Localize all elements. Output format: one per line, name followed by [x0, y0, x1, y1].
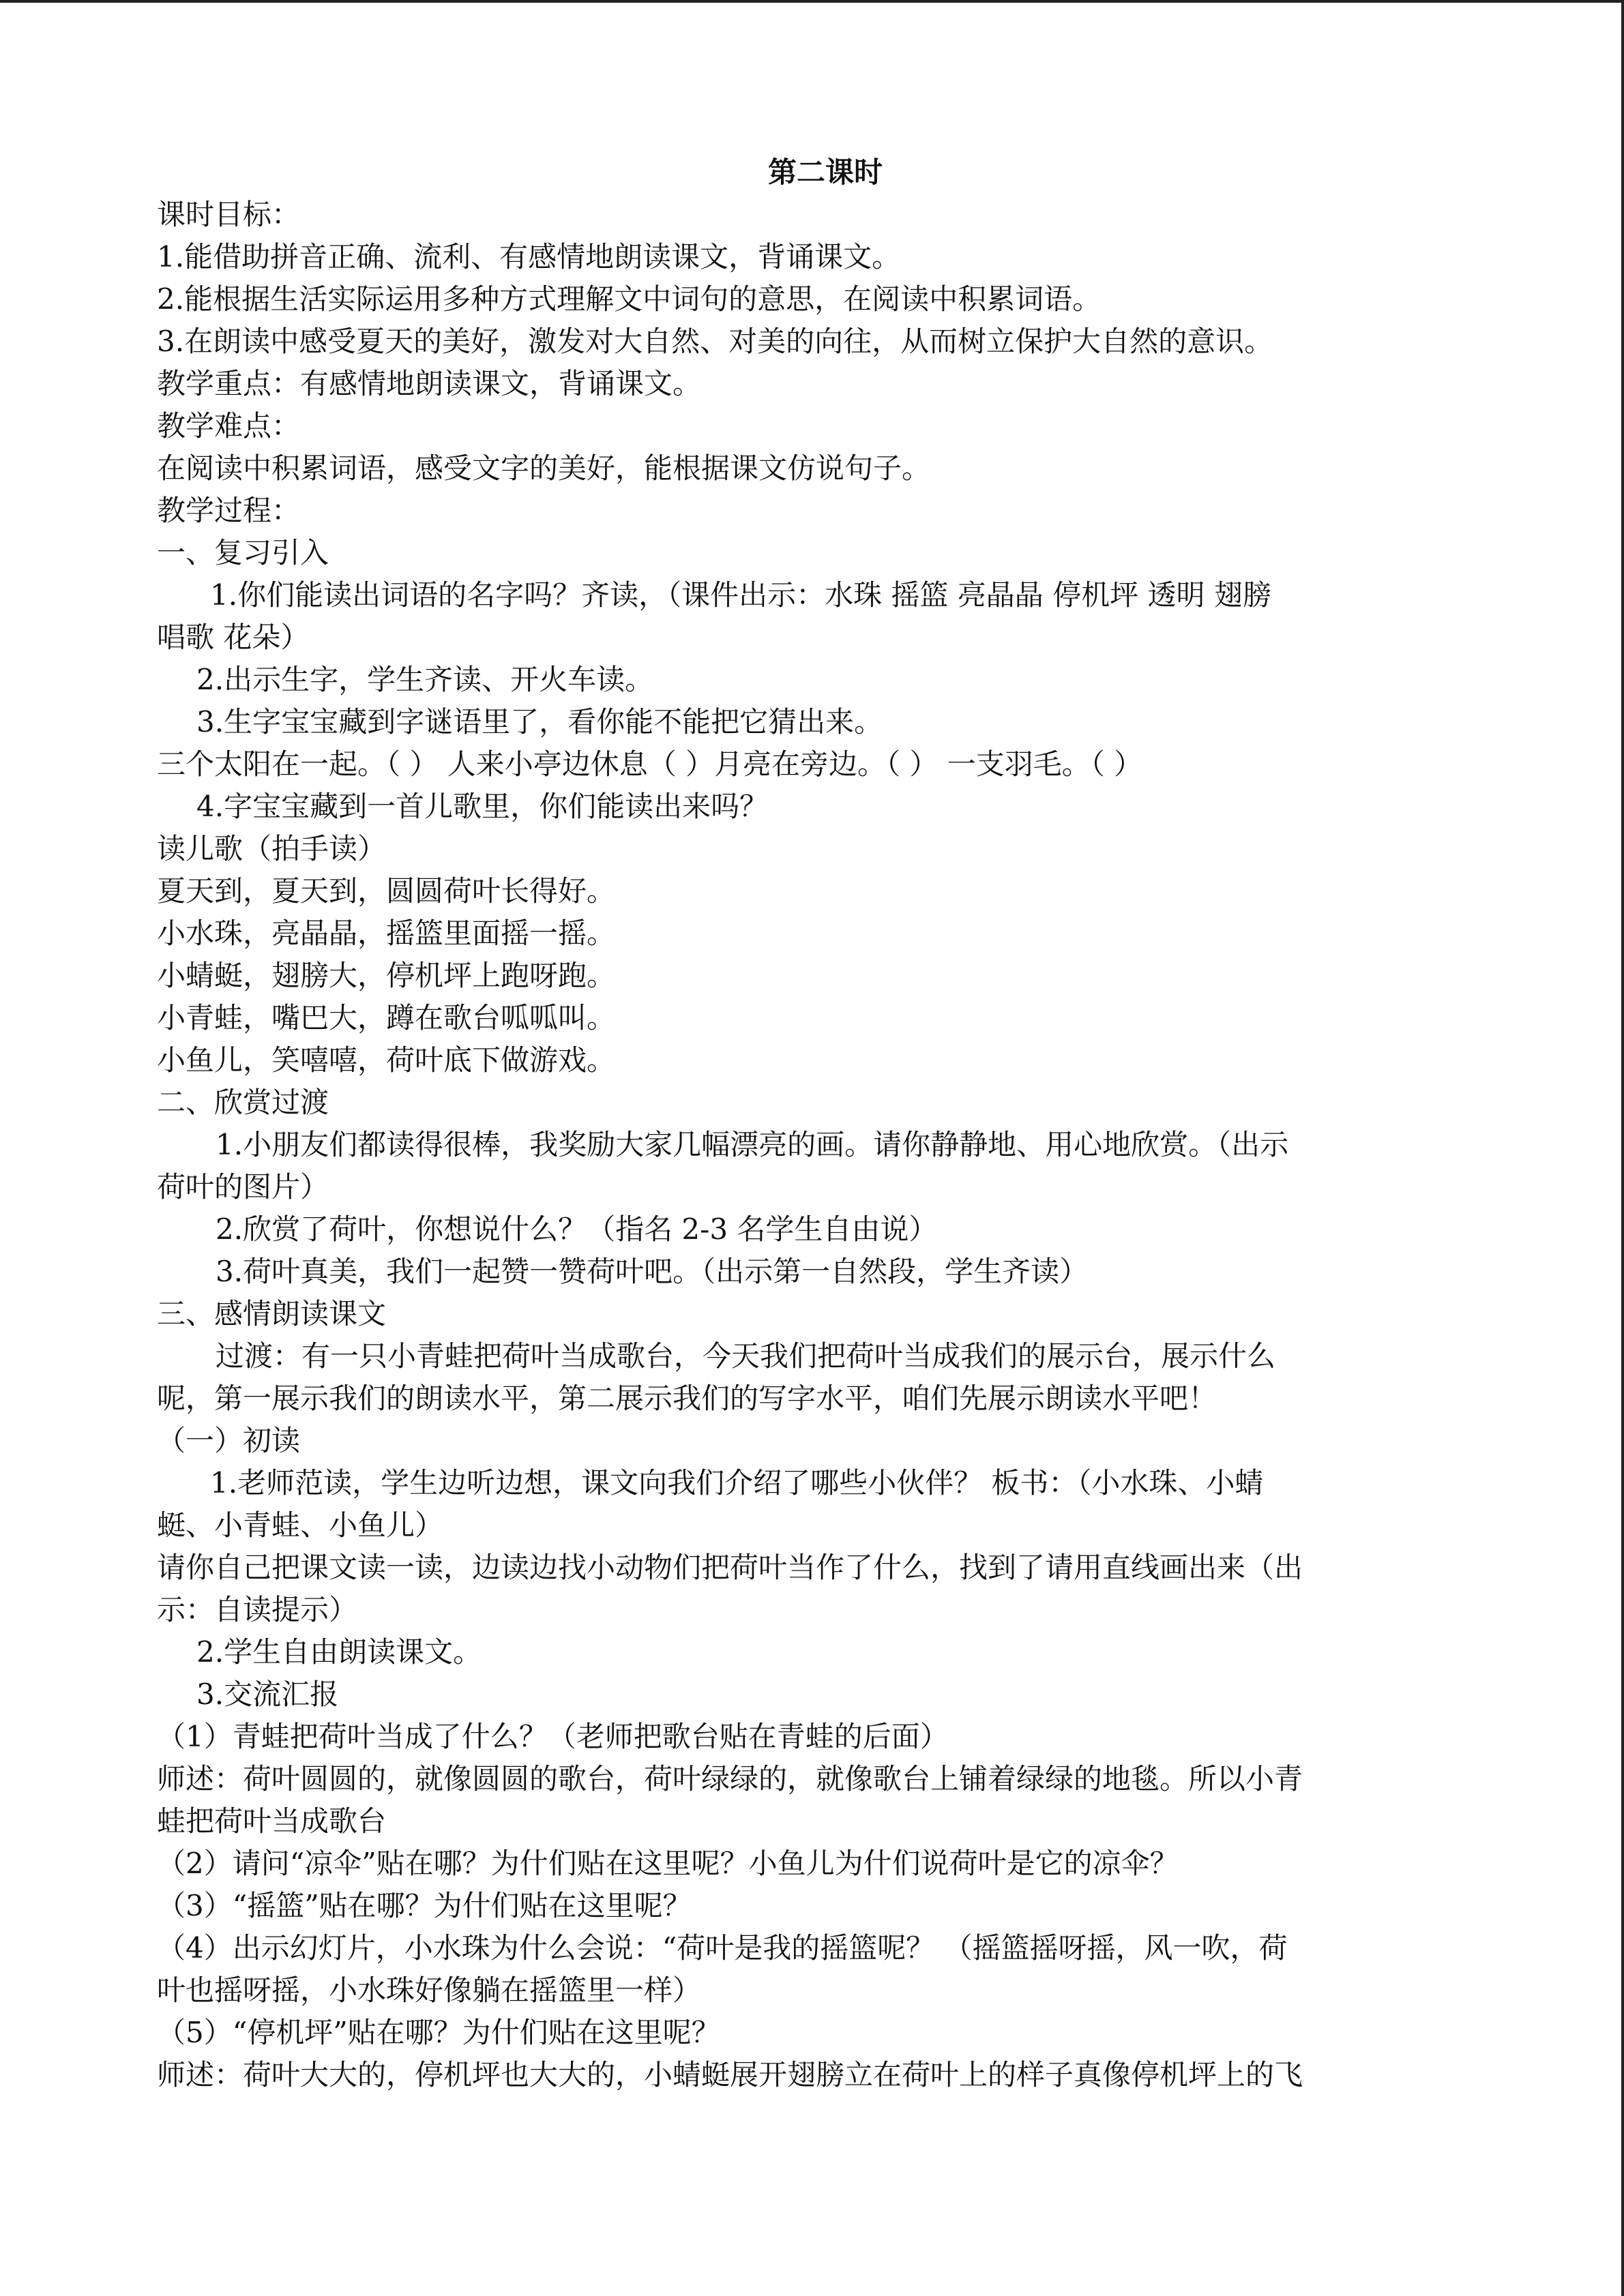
text-line: 3.荷叶真美，我们一起赞一赞荷叶吧。（出示第一自然段，学生齐读） [216, 1255, 1089, 1288]
text-line: 课时目标： [157, 198, 301, 231]
text-line: 3.交流汇报 [196, 1678, 339, 1711]
text-line: 1.能借助拼音正确、流利、有感情地朗读课文，背诵课文。 [157, 240, 901, 273]
text-line: （3）“摇篮”贴在哪？为什们贴在这里呢？ [157, 1889, 692, 1922]
text-line: 荷叶的图片） [157, 1170, 329, 1204]
text-line: 4.字宝宝藏到一首儿歌里，你们能读出来吗？ [196, 790, 769, 823]
text-line: 夏天到，夏天到，圆圆荷叶长得好。 [157, 874, 616, 908]
text-line: 二、欣赏过渡 [157, 1086, 329, 1119]
text-line: 1.老师范读，学生边听边想，课文向我们介绍了哪些小伙伴？ 板书：（小水珠、小蜻 [210, 1466, 1264, 1500]
text-line: 2.学生自由朗读课文。 [196, 1635, 482, 1669]
text-line: 小蜻蜓，翅膀大，停机坪上跑呀跑。 [157, 959, 616, 992]
text-line: 1.你们能读出词语的名字吗？齐读，（课件出示：水珠 摇篮 亮晶晶 停机坪 透明 翅膀 [210, 578, 1271, 612]
text-line: 教学难点： [157, 409, 301, 443]
text-line: 小青蛙，嘴巴大，蹲在歌台呱呱叫。 [157, 1001, 616, 1034]
text-line: （2）请问“凉伞”贴在哪？为什们贴在这里呢？小鱼儿为什们说荷叶是它的凉伞？ [157, 1847, 1179, 1880]
text-line: （4）出示幻灯片，小水珠为什么会说：“荷叶是我的摇篮呢？ （摇篮摇呀摇，风一吹，荷 [157, 1931, 1288, 1965]
text-line: 2.欣赏了荷叶，你想说什么？（指名 2-3 名学生自由说） [216, 1212, 938, 1246]
text-line: 叶也摇呀摇，小水珠好像躺在摇篮里一样） [157, 1973, 702, 2007]
text-line: 小水珠，亮晶晶，摇篮里面摇一摇。 [157, 916, 616, 950]
text-line: 1.小朋友们都读得很棒，我奖励大家几幅漂亮的画。请你静静地、用心地欣赏。（出示 [216, 1128, 1289, 1161]
text-line: 过渡：有一只小青蛙把荷叶当成歌台，今天我们把荷叶当成我们的展示台，展示什么 [216, 1339, 1276, 1373]
text-line: （1）青蛙把荷叶当成了什么？（老师把歌台贴在青蛙的后面） [157, 1720, 949, 1753]
text-line: （一）初读 [157, 1424, 301, 1457]
text-line: 读儿歌（拍手读） [157, 832, 387, 865]
text-line: 3.生字宝宝藏到字谜语里了，看你能不能把它猜出来。 [196, 705, 883, 739]
text-line: 师述：荷叶大大的，停机坪也大大的，小蜻蜓展开翅膀立在荷叶上的样子真像停机坪上的飞 [157, 2058, 1303, 2091]
page-title: 第二课时 [767, 155, 883, 189]
text-line: 蜓、小青蛙、小鱼儿） [157, 1508, 444, 1542]
text-line: 教学过程： [157, 494, 301, 527]
text-line: 师述：荷叶圆圆的，就像圆圆的歌台，荷叶绿绿的，就像歌台上铺着绿绿的地毯。所以小青 [157, 1762, 1303, 1795]
text-line: 小鱼儿，笑嘻嘻，荷叶底下做游戏。 [157, 1043, 616, 1077]
text-line: 三个太阳在一起。（ ） 人来小亭边休息（ ）月亮在旁边。（ ） 一支羽毛。（ ） [157, 747, 1143, 781]
text-line: 蛙把荷叶当成歌台 [157, 1804, 387, 1838]
text-line: 教学重点：有感情地朗读课文，背诵课文。 [157, 367, 702, 400]
text-line: （5）“停机坪”贴在哪？为什们贴在这里呢？ [157, 2016, 720, 2049]
text-line: 3.在朗读中感受夏天的美好，激发对大自然、对美的向往，从而树立保护大自然的意识。 [157, 325, 1273, 358]
document-body [157, 151, 1473, 2096]
text-line: 呢，第一展示我们的朗读水平，第二展示我们的写字水平，咱们先展示朗读水平吧！ [157, 1382, 1217, 1415]
text-line: 请你自己把课文读一读，边读边找小动物们把荷叶当作了什么，找到了请用直线画出来（出 [157, 1551, 1303, 1584]
text-line: 2.能根据生活实际运用多种方式理解文中词句的意思，在阅读中积累词语。 [157, 282, 1102, 316]
text-line: 唱歌 花朵） [157, 621, 310, 654]
text-line: 示：自读提示） [157, 1593, 358, 1626]
text-line: 2.出示生字，学生齐读、开火车读。 [196, 663, 654, 696]
text-line: 一、复习引入 [157, 536, 329, 569]
text-line: 三、感情朗读课文 [157, 1297, 387, 1330]
document-lines [157, 194, 1473, 2096]
text-line: 在阅读中积累词语，感受文字的美好，能根据课文仿说句子。 [157, 451, 931, 485]
